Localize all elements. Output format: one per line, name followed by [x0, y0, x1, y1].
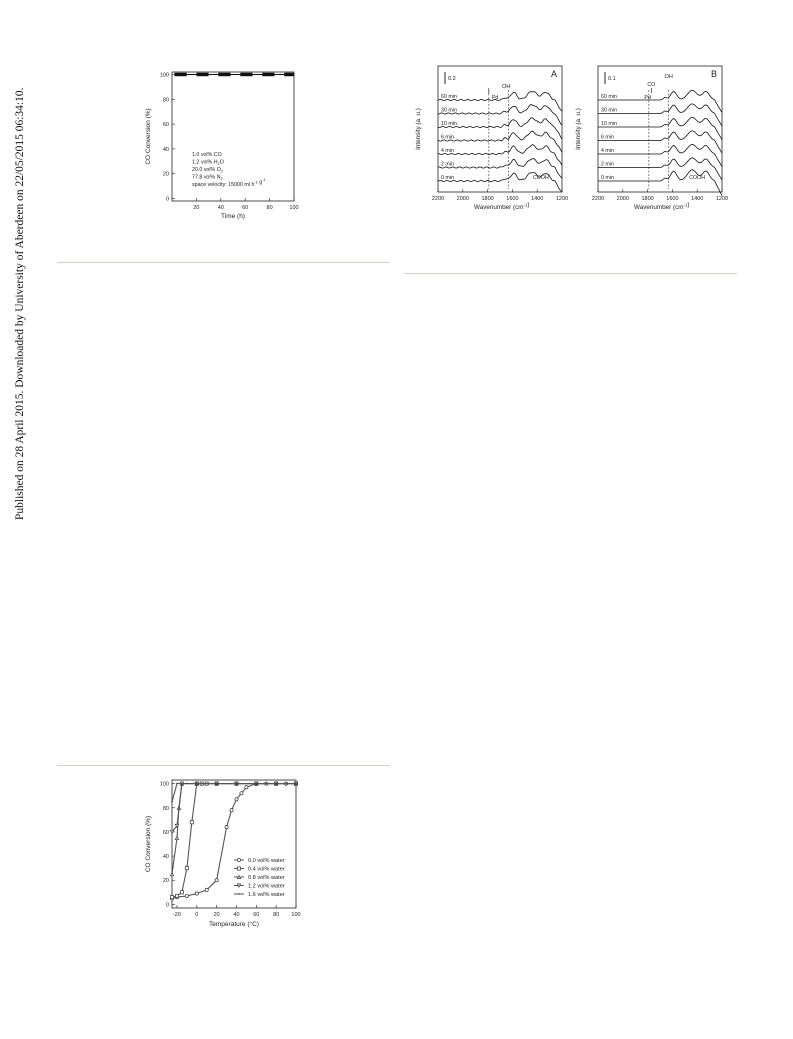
x-tick-label: 1600	[666, 196, 679, 202]
panel-label: A	[550, 69, 558, 79]
spectrum-time-label: 10 min	[441, 121, 457, 127]
series-point: +	[195, 782, 199, 788]
spectrum-time-label: 4 min	[441, 148, 454, 154]
series-point	[190, 821, 193, 824]
x-tick-label: 2200	[591, 196, 605, 202]
series-point	[205, 888, 208, 891]
y-tick-label: 20	[162, 171, 169, 178]
figure-ir-a	[410, 60, 570, 225]
spectrum-time-label: 4 min	[601, 148, 614, 154]
series-point: +	[170, 800, 174, 806]
legend-marker	[237, 867, 240, 870]
x-tick-label: 2200	[431, 196, 445, 202]
scale-bar-label: 0.1	[608, 76, 616, 82]
legend-marker	[237, 858, 240, 861]
series-point: +	[185, 782, 189, 788]
x-tick-label: 20	[213, 912, 220, 918]
y-tick-label: 40	[162, 146, 169, 153]
peak-label-cooh: COOH	[689, 175, 706, 181]
peak-label-oh: OH	[502, 84, 511, 90]
spectrum-time-label: 30 min	[441, 107, 457, 114]
peak-label-oh: OH	[664, 74, 673, 80]
x-tick-label: 100	[289, 205, 299, 211]
ir-panel-b	[570, 60, 730, 225]
series-point: +	[254, 782, 258, 788]
legend-label: 0.0 vol% water	[248, 858, 285, 864]
legend-label: 0.8 vol% water	[248, 875, 285, 881]
x-tick-label: 60	[253, 912, 260, 918]
series-point	[235, 798, 238, 801]
series-point	[195, 892, 198, 895]
series-point: +	[175, 782, 179, 788]
x-tick-label: 60	[242, 205, 249, 211]
x-tick-label: 1400	[691, 196, 704, 202]
legend-marker	[237, 875, 240, 878]
spectrum-time-label: 2 min	[601, 161, 614, 168]
y-axis-label: CO Conversion (%)	[145, 815, 152, 873]
series-point	[215, 879, 218, 882]
spectrum-time-label: 2 min	[441, 161, 454, 168]
figure-stability	[140, 60, 310, 236]
condition-annotation: 77.8 vol% $N_2$	[192, 174, 223, 181]
spectrum-line	[438, 131, 562, 152]
stability-chart	[140, 60, 310, 236]
series-point	[240, 792, 243, 795]
x-tick-label: 20	[193, 205, 200, 211]
spectrum-time-label: 6 min	[441, 134, 454, 141]
x-axis-label: Wavenumber $(cm^{-1})$	[634, 201, 690, 211]
legend-label: 1.6 vol% water	[248, 892, 285, 898]
x-tick-label: 40	[233, 912, 240, 918]
series-point	[170, 896, 173, 899]
series-point: +	[274, 782, 278, 788]
series-line	[172, 784, 296, 899]
peak-label-pd: Pd	[491, 95, 499, 101]
x-axis-label: Temperature (°C)	[209, 921, 259, 928]
spectrum-time-label: 6 min	[601, 134, 614, 141]
spectrum-time-label: 60 min	[601, 94, 617, 100]
series-point	[170, 873, 173, 876]
x-tick-label: 1800	[481, 196, 494, 202]
x-tick-label: -20	[172, 912, 181, 918]
section-divider	[57, 765, 390, 766]
x-tick-label: 0	[195, 912, 199, 918]
condition-annotation: 1.2 vol% $H_2O$	[192, 159, 224, 166]
spectrum-time-label: 60 min	[441, 94, 457, 100]
y-axis-label: Intensity (a. u.)	[575, 108, 582, 150]
x-tick-label: 1600	[506, 196, 519, 202]
x-tick-label: 1800	[641, 196, 654, 202]
y-tick-label: 0	[165, 902, 169, 909]
plot-frame	[438, 66, 562, 192]
x-tick-label: 2000	[616, 196, 629, 202]
x-tick-label: 80	[266, 205, 273, 211]
peak-label-co: CO	[647, 82, 656, 88]
y-tick-label: 100	[159, 72, 169, 79]
download-watermark-text: Published on 28 April 2015. Downloaded by University of Aberdeen on 22/05/2015 06:34:10.	[14, 87, 26, 520]
y-tick-label: 80	[162, 97, 169, 104]
x-tick-label: 1200	[715, 196, 729, 202]
condition-annotation: 20.0 vol% $O_2$	[192, 167, 223, 174]
figure-water	[140, 770, 310, 945]
x-axis-label: Wavenumber $(cm^{-1})$	[474, 201, 530, 211]
y-tick-label: 60	[162, 122, 169, 129]
spectrum-time-label: 10 min	[601, 121, 617, 127]
series-point	[170, 830, 173, 833]
x-tick-label: 1200	[555, 196, 569, 202]
spectrum-time-label: 0 min	[441, 175, 454, 181]
y-tick-label: 40	[162, 854, 169, 861]
series-point: +	[215, 782, 219, 788]
y-tick-label: 0	[165, 196, 169, 203]
series-point	[185, 894, 188, 897]
figure-ir-b	[570, 60, 730, 225]
spectrum-time-label: 30 min	[601, 107, 617, 114]
spectrum-line	[598, 131, 722, 153]
legend-marker	[237, 884, 240, 887]
series-point	[180, 891, 183, 894]
scale-bar-label: 0.2	[448, 76, 456, 82]
section-divider	[404, 273, 737, 274]
x-tick-label: 40	[217, 205, 224, 211]
series-point: +	[235, 782, 238, 788]
panel-label: B	[710, 69, 718, 79]
condition-annotation: space velocity: 15000 ml $h^{-1}$ $g^{-1}$	[192, 178, 266, 188]
x-tick-label: 1400	[531, 196, 544, 202]
legend-label: 0.4 vol% water	[248, 866, 285, 873]
section-divider	[57, 262, 390, 263]
series-point	[175, 836, 178, 839]
y-axis-label: Intensity (a. u.)	[415, 108, 422, 150]
series-point	[175, 894, 178, 897]
y-tick-label: 80	[162, 805, 169, 812]
spectrum-time-label: 0 min	[601, 175, 614, 181]
peak-label-cooh: COOH	[532, 175, 549, 181]
water-chart	[140, 770, 310, 945]
y-tick-label: 60	[162, 829, 169, 836]
series-point	[185, 867, 188, 870]
series-point	[225, 825, 228, 828]
condition-annotation: 1.0 vol% CO	[192, 152, 222, 158]
legend-label: 1.2 vol% water	[248, 883, 285, 890]
x-axis-label: Time (h)	[221, 213, 245, 220]
x-tick-label: 100	[291, 912, 301, 918]
spectrum-line	[438, 145, 562, 166]
spectrum-line	[598, 144, 722, 166]
y-axis-label: CO Conversion (%)	[145, 108, 152, 165]
series-point	[230, 809, 233, 812]
legend-marker: +	[237, 892, 241, 898]
x-tick-label: 80	[273, 912, 280, 918]
y-tick-label: 100	[159, 781, 169, 788]
series-point: +	[294, 782, 298, 788]
series-point	[245, 786, 248, 789]
peak-label-pd: Pd	[644, 95, 651, 101]
y-tick-label: 20	[162, 878, 169, 885]
ir-panel-a	[410, 60, 570, 225]
series-line	[172, 784, 296, 832]
x-tick-label: 2000	[456, 196, 469, 202]
